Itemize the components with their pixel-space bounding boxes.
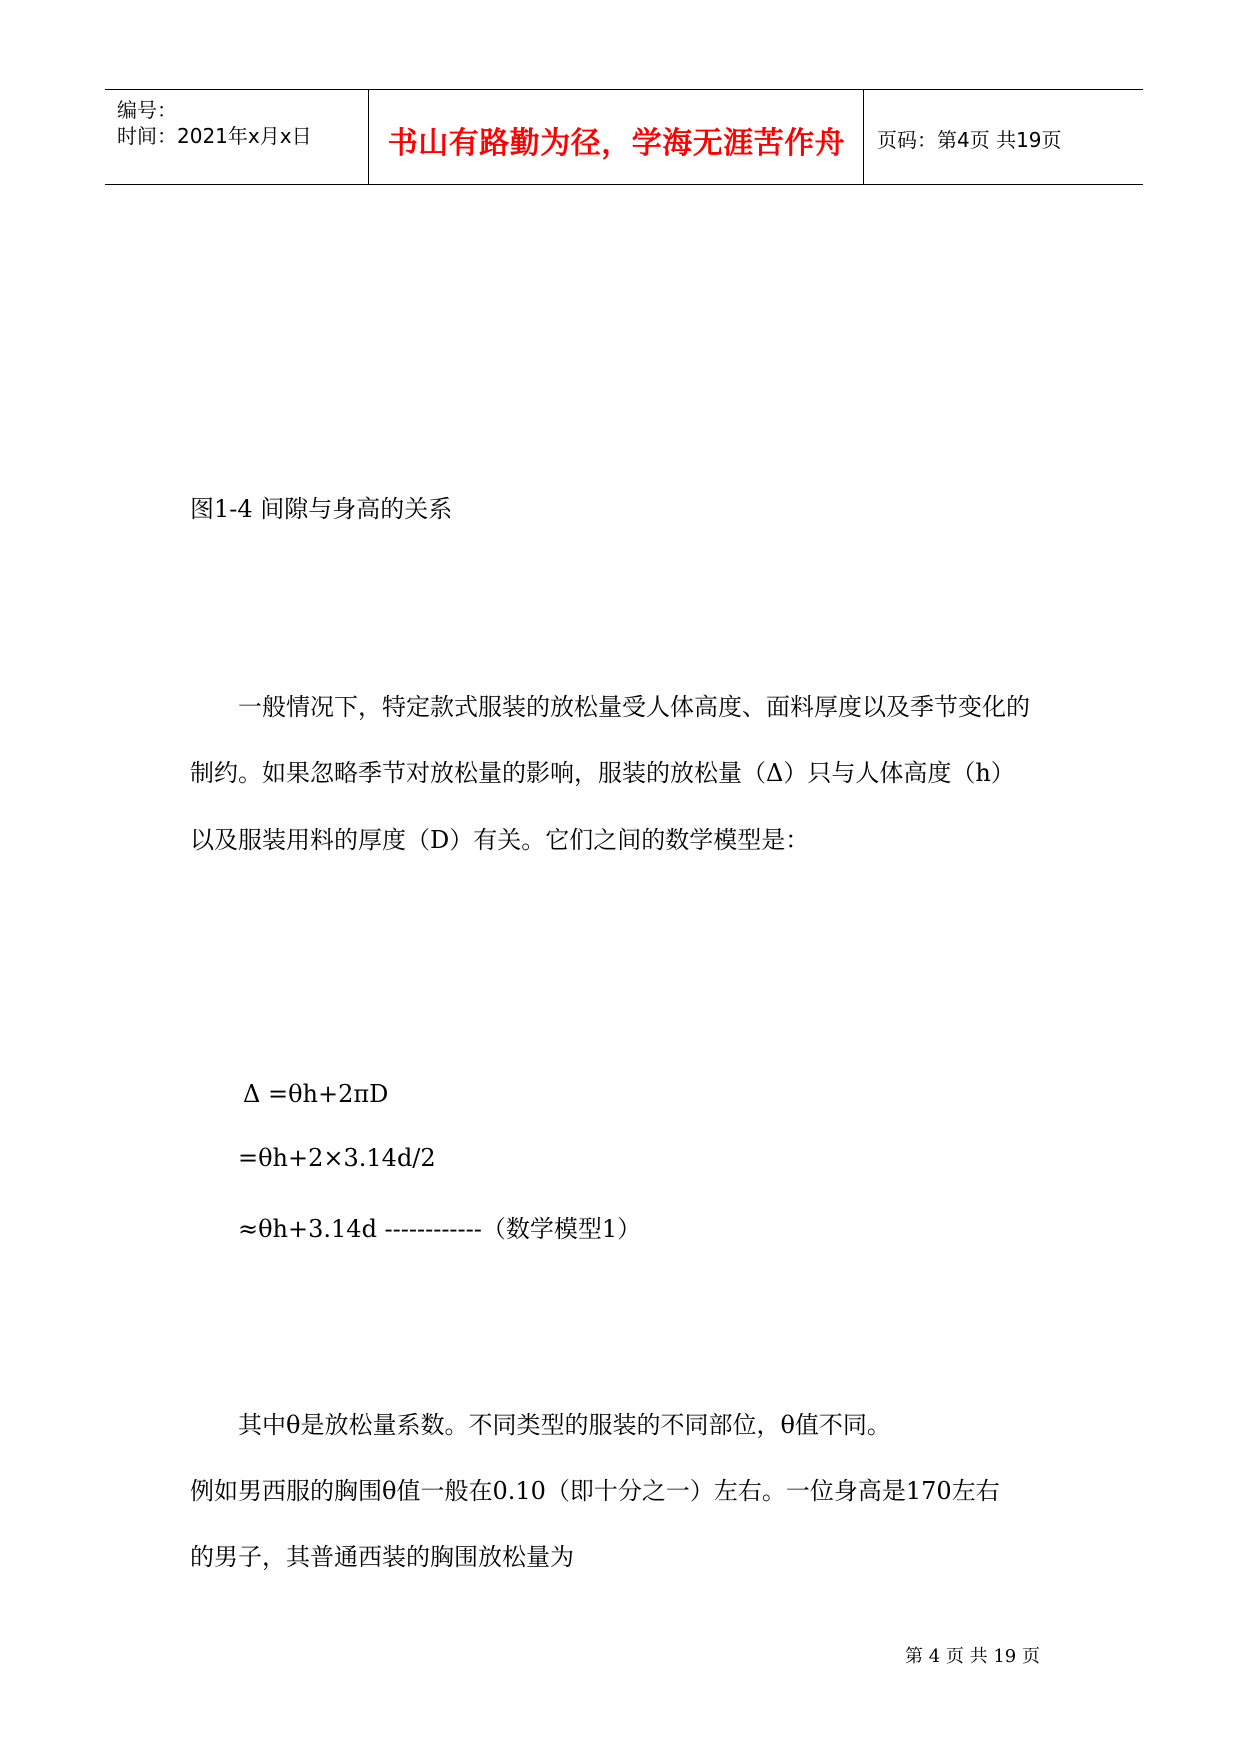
header-page-label: 页码：第4页 共19页 xyxy=(877,128,1062,152)
figure-caption: 图1-4 间隙与身高的关系 xyxy=(190,495,453,523)
formula-line: =θh+2×3.14d/2 xyxy=(238,1144,436,1172)
header-middle-cell xyxy=(370,90,864,184)
formula-line: Δ =θh+2πD xyxy=(243,1080,389,1108)
page-header xyxy=(105,89,1143,185)
header-right-cell xyxy=(865,90,1143,184)
paragraph-line: 例如男西服的胸围θ值一般在0.10（即十分之一）左右。一位身高是170左右 xyxy=(190,1477,1000,1505)
paragraph-line: 的男子，其普通西装的胸围放松量为 xyxy=(190,1543,574,1571)
paragraph-line: 一般情况下，特定款式服装的放松量受人体高度、面料厚度以及季节变化的 xyxy=(238,693,1030,721)
page-footer: 第 4 页 共 19 页 xyxy=(905,1646,1040,1667)
formula-line: ≈θh+3.14d ------------（数学模型1） xyxy=(238,1215,642,1243)
header-left-cell xyxy=(105,90,369,184)
paragraph-line: 制约。如果忽略季节对放松量的影响，服装的放松量（Δ）只与人体高度（h） xyxy=(190,759,1015,787)
paragraph-line: 其中θ是放松量系数。不同类型的服装的不同部位，θ值不同。 xyxy=(238,1411,891,1439)
header-motto: 书山有路勤为径，学海无涯苦作舟 xyxy=(387,126,846,161)
document-time-label: 时间：2021年x月x日 xyxy=(117,124,312,148)
paragraph-line: 以及服装用料的厚度（D）有关。它们之间的数学模型是： xyxy=(190,826,810,854)
document-number-label: 编号： xyxy=(117,98,177,122)
